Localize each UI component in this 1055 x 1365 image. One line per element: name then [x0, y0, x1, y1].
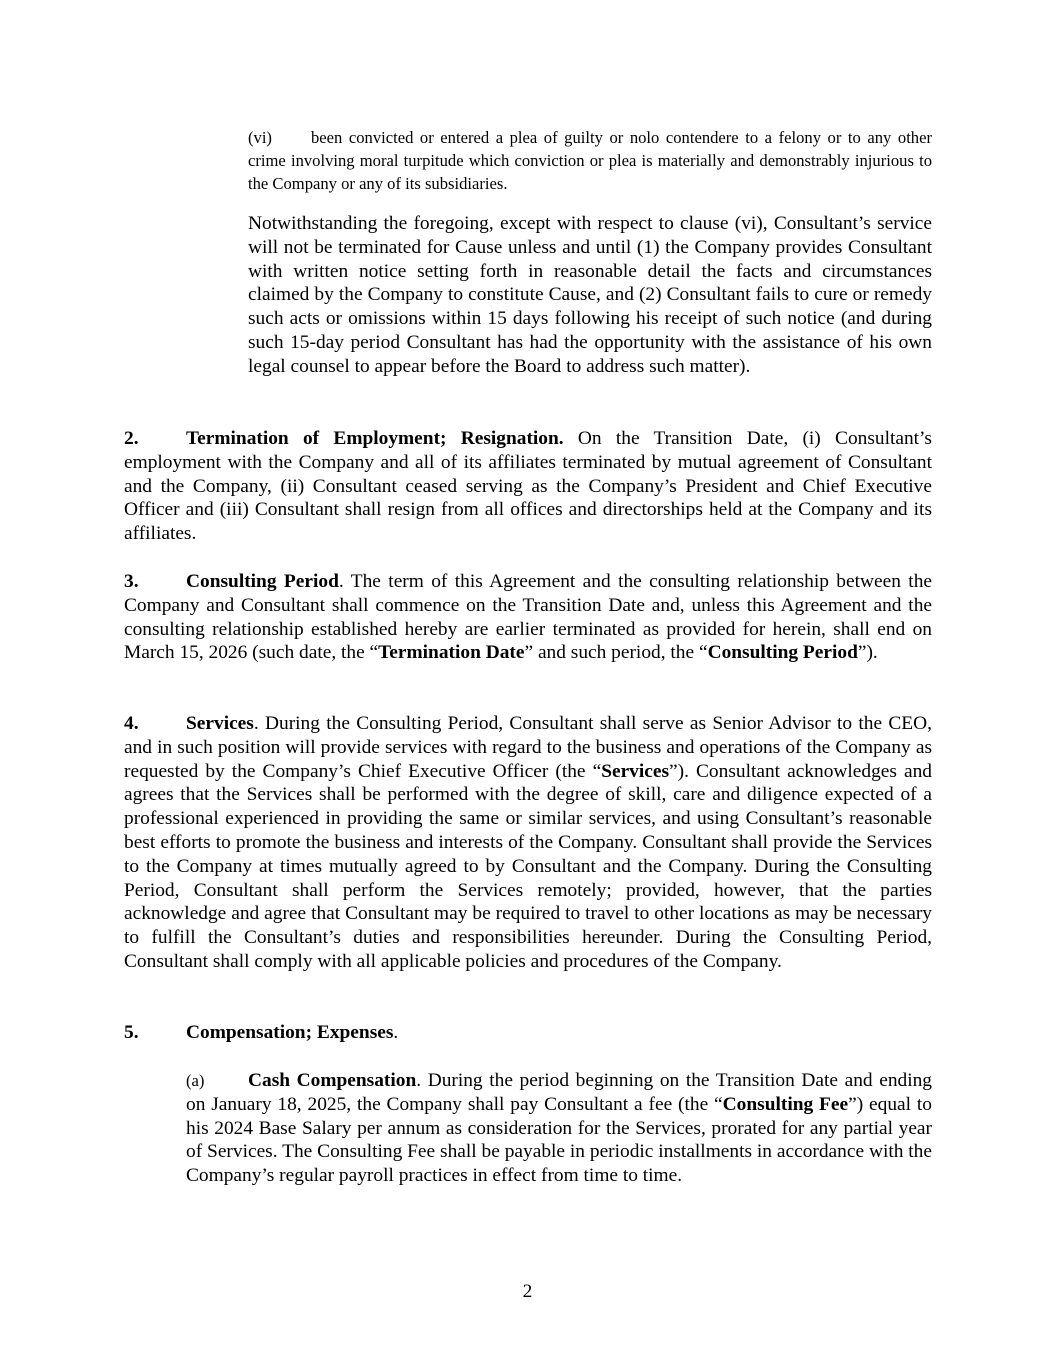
section-5a-heading: Cash Compensation	[248, 1070, 417, 1091]
section-5-number: 5.	[124, 1022, 139, 1043]
section-5a	[186, 1069, 932, 1188]
section-2-body: On the Transition Date, (i) Consultant’s employment with the Company and all of its affiliates terminated by mutual agreement of Consultant and the Company, (ii) Consultant ceased serving as the Company’s President and Chief Executive Officer and (iii) Consultant shall resign from all offices and directorships held at the Company and its affiliates.	[124, 428, 932, 545]
section-3-body-part3: ”).	[857, 642, 878, 664]
section-2	[124, 427, 932, 546]
section-4-number: 4.	[124, 713, 139, 734]
section-3	[124, 570, 932, 665]
section-4-body-part2: ”). Consultant acknowledges and agrees that the Services shall be performed with the degree of skill, care and diligence expected of a professional experienced in providing the same or similar services, and using Consultant’s reasonable best efforts to promote the business and interests of the Company. Consultant shall provide the Services to the Company at times mutually agreed to by Consultant and the Company. During the Consulting Period, Consultant shall perform the Services remotely; provided, however, that the parties acknowledge and agree that Consultant may be required to travel to other locations as may be necessary to fulfill the Consultant’s duties and responsibilities hereunder. During the Consulting Period, Consultant shall comply with all applicable policies and procedures of the Company.	[124, 760, 932, 972]
section-3-number: 3.	[124, 571, 139, 592]
defined-term-termination-date: Termination Date	[378, 642, 525, 664]
section-3-heading: Consulting Period	[186, 571, 339, 592]
clause-vi-number: (vi)	[248, 128, 272, 147]
page-number: 2	[522, 1281, 533, 1302]
section-5a-number: (a)	[186, 1071, 205, 1090]
section-5	[124, 1021, 932, 1045]
section-4	[124, 712, 932, 974]
section-5a-body-part1: . During the period beginning on the Transition Date and ending on January 18, 2025, the Company shall pay Consultant a fee (the “	[186, 1070, 932, 1115]
clause-vi	[248, 126, 932, 195]
section-4-body-part1: . During the Consulting Period, Consultant shall serve as Senior Advisor to the CEO, and in such position will provide services with regard to the business and operations of the Company as requested by the Company’s Chief Executive Officer (the “	[124, 713, 932, 782]
section-2-number: 2.	[124, 428, 139, 449]
section-5a-body-part2: ”) equal to his 2024 Base Salary per annum as consideration for the Services, prorated for any partial year of Services. The Consulting Fee shall be payable in periodic installments in accordance with the Company’s regular payroll practices in effect from time to time.	[186, 1093, 932, 1187]
defined-term-services: Services	[601, 760, 670, 782]
defined-term-consulting-fee: Consulting Fee	[722, 1093, 849, 1115]
clause-vi-text: been convicted or entered a plea of guilty or nolo contendere to a felony or to any other crime involving moral turpitude which conviction or plea is materially and demonstrably injurious to the Company or any of its subsidiaries.	[248, 128, 932, 193]
notwithstanding-paragraph: Notwithstanding the foregoing, except with respect to clause (vi), Consultant’s service will not be terminated for Cause unless and until (1) the Company provides Consultant with written notice setting forth in reasonable detail the facts and circumstances claimed by the Company to constitute Cause, and (2) Consultant fails to cure or remedy such acts or omissions within 15 days following his receipt of such notice (and during such 15-day period Consultant has had the opportunity with the assistance of his own legal counsel to appear before the Board to address such matter).	[248, 213, 932, 377]
section-5-heading-punct: .	[393, 1022, 399, 1043]
section-2-heading: Termination of Employment; Resignation.	[186, 428, 564, 449]
section-3-body-part2: ” and such period, the “	[524, 642, 708, 664]
section-4-heading: Services	[186, 713, 254, 734]
defined-term-consulting-period: Consulting Period	[707, 642, 858, 664]
section-5-heading: Compensation; Expenses	[186, 1022, 394, 1043]
section-3-body-part1: . The term of this Agreement and the consulting relationship between the Company and Consultant shall commence on the Transition Date and, unless this Agreement and the consulting relationship established hereby are earlier terminated as provided for herein, shall end on March 15, 2026 (such date, the “	[124, 571, 933, 664]
